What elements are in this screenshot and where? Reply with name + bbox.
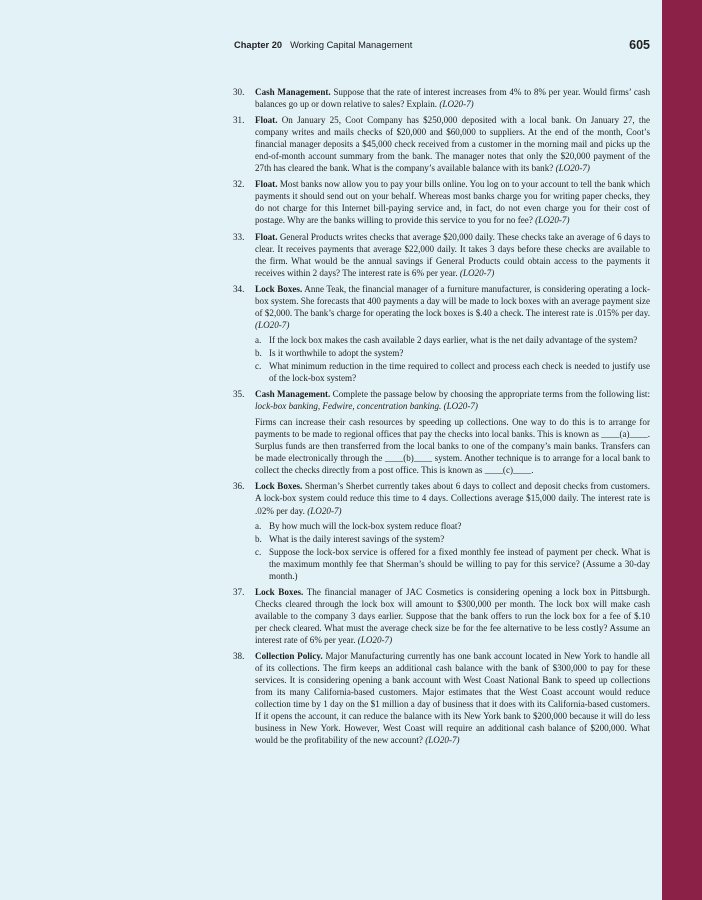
question-part [255,334,650,346]
question-title: Collection Policy. [255,651,323,662]
learning-objective: (LO20-7) [443,401,478,412]
question-30 [233,86,650,110]
question-title: Cash Management. [255,87,331,97]
learning-objective: (LO20-7) [459,267,495,278]
chapter-label: Chapter 20 [234,40,283,50]
question-35 [233,388,650,476]
question-38 [233,650,650,746]
part-text: If the lock box makes the cash available 2 days earlier, what is the net daily advantage of the system? [269,334,638,345]
question-parts [255,520,650,582]
term-list: lock-box banking, Fedwire, concentration banking. [255,401,442,412]
question-number: 35. [233,389,245,400]
fill-in-passage: Firms can increase their cash resources by speeding up collections. One way to do this is to arrange for payments to be made to regional offices that pay the checks into local banks. This is known as ____(a)____. Surplus funds are then transferred from the local banks to one of the company’s main banks. Transfers can be made electronically through the ____(b)____ system. Another technique is to arrange for a local bank to collect the checks directly from a post office. This is known as ____(c)____. [255,417,650,476]
part-label: b. [255,347,262,358]
question-34 [233,283,650,384]
question-number: 37. [233,586,245,597]
part-label: c. [255,360,262,371]
problems-list [233,86,650,750]
question-text: Most banks now allow you to pay your bills online. You log on to your account to tell the bank which payments it should send out on your behalf. Whereas most banks charge you for writing paper checks, they do not charge for this Internet bill-paying service and, in fact, do not even charge you for their cost of postage. Why are the banks willing to provide this service to you for no fee? [255,179,650,226]
learning-objective: (LO20-7) [425,735,460,746]
question-number: 31. [233,115,245,126]
learning-objective: (LO20-7) [535,215,570,226]
learning-objective: (LO20-7) [307,505,342,516]
question-number: 32. [233,179,245,190]
part-label: c. [255,546,262,557]
question-text: On January 25, Coot Company has $250,000 deposited with a local bank. On January 27, the company writes and mails checks of $20,000 and $60,000 to suppliers. At the end of the month, Coot’s financial manager deposits a $45,000 check received from a customer in the morning mail and picks up the end-of-month account summary from the bank. The manager notes that only the $20,000 payment of the 27th has cleared the bank. What is the company’s available balance with its bank? [255,115,650,174]
part-text: By how much will the lock-box system reduce float? [269,520,462,531]
question-title: Float. [255,231,278,242]
question-32 [233,178,650,226]
question-part [255,546,650,582]
question-title: Lock Boxes. [255,481,303,492]
chapter-title: Working Capital Management [290,40,413,50]
learning-objective: (LO20-7) [357,634,393,645]
learning-objective: (LO20-7) [439,99,474,110]
learning-objective: (LO20-7) [555,163,590,174]
question-text: Suppose that the rate of interest increases from 4% to 8% per year. Would firms’ cash balances go up or down relative to sales? Explain. [255,87,650,110]
part-text: What minimum reduction in the time required to collect and process each check is needed to justify use of the lock-box system? [269,360,650,384]
part-text: Is it worthwhile to adopt the system? [269,347,404,358]
question-number: 38. [233,651,245,662]
question-text: The financial manager of JAC Cosmetics is considering opening a lock box in Pittsburgh. Checks cleared through the lock box will amount to $300,000 per month. The lock box will make cash available to the company 3 days earlier. Suppose that the bank offers to run the lock box for a fee of $.10 per check cleared. What must the average check size be for the fee alternative to be less costly? Assume an interest rate of 6% per year. [255,586,651,645]
part-text: Suppose the lock-box service is offered for a fixed monthly fee instead of payment per check. What is the maximum monthly fee that Sherman’s should be willing to pay for this service? (Assume a 30-day month.) [269,546,650,581]
question-text: General Products writes checks that average $20,000 daily. These checks take an average of 6 days to clear. It receives payments that average $22,000 daily. It takes 3 days before these checks are available to the firm. What would be the annual savings if General Products could obtain access to the payments it receives within 2 days? The interest rate is 6% per year. [255,231,650,278]
question-31 [233,114,650,174]
question-part [255,360,650,384]
header-chapter-info [234,40,412,50]
question-36 [233,480,650,581]
learning-objective: (LO20-7) [255,319,290,330]
part-text: What is the daily interest savings of the system? [269,533,445,544]
question-text: Sherman’s Sherbet currently takes about 6 days to collect and deposit checks from customers. A lock-box system could reduce this time to 4 days. Collections average $15,000 daily. The interest rate is .02% per day. [255,481,650,516]
question-number: 34. [233,283,245,294]
question-part [255,533,650,545]
part-label: a. [255,334,262,345]
question-text: Complete the passage below by choosing the appropriate terms from the following list: [332,389,650,400]
question-text: Anne Teak, the financial manager of a furniture manufacturer, is considering operating a lock-box system. She forecasts that 400 payments a day will be made to lock boxes with an average payment size of $2,000. The bank’s charge for operating the lock boxes is $.40 a check. The interest rate is .015% per day. [255,283,650,318]
question-title: Lock Boxes. [255,283,303,294]
question-text: Major Manufacturing currently has one bank account located in New York to handle all of its collections. The firm keeps an additional cash balance with the bank of $300,000 to pay for these services. It is considering opening a bank account with West Coast National Bank to speed up collections from its many California-based customers. Major estimates that the West Coast account would reduce collection time by 1 day on the $1 million a day of business that it does with its California-based customers. If it opens the account, it can reduce the balance with its New York bank to $200,000 because it will do less business in New York. However, West Coast will require an additional cash balance of $200,000. What would be the profitability of the new account? [255,651,650,746]
question-33 [233,231,650,279]
page-number: 605 [629,38,650,52]
chapter-color-tab [662,0,702,900]
part-label: a. [255,520,262,531]
question-number: 33. [233,231,245,242]
part-label: b. [255,533,262,544]
question-title: Float. [255,115,278,126]
question-parts [255,334,650,384]
running-header [234,38,650,56]
question-37 [233,586,650,646]
question-number: 36. [233,481,245,492]
question-title: Lock Boxes. [255,586,304,597]
question-number: 30. [233,87,245,97]
question-part [255,520,650,532]
question-part [255,347,650,359]
question-title: Float. [255,179,278,190]
question-title: Cash Management. [255,389,331,400]
